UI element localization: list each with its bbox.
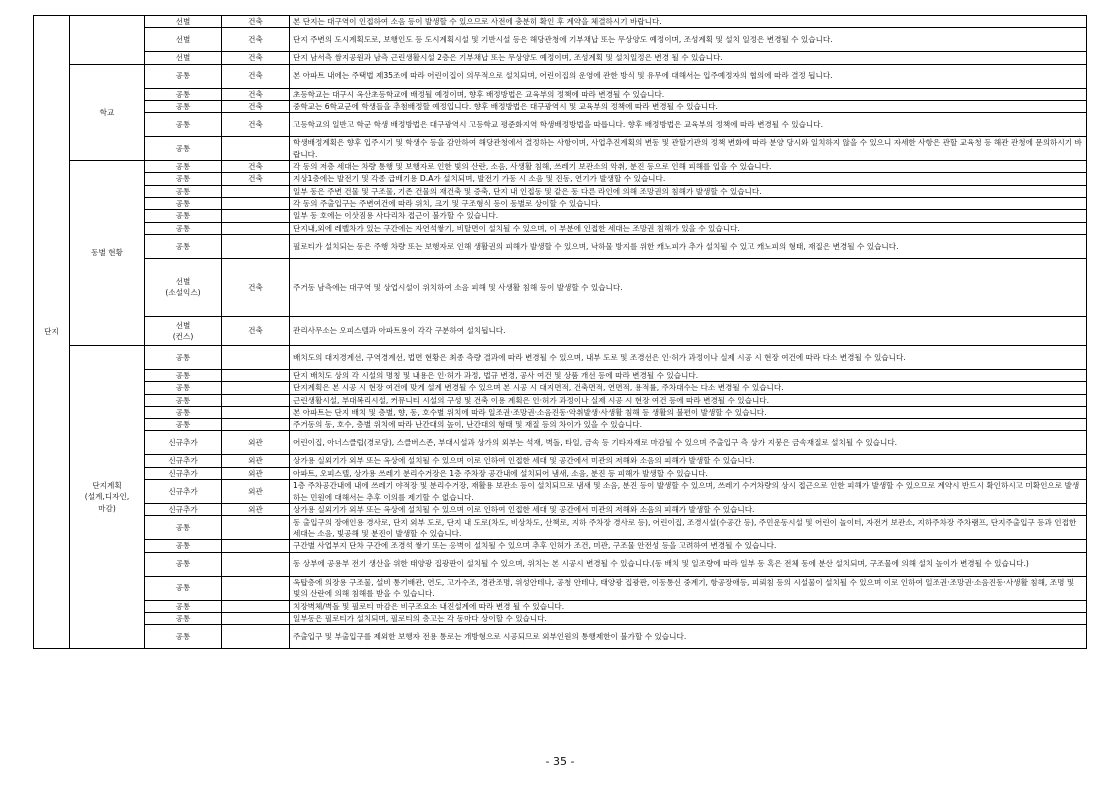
row-text: 단지 배치도 상의 각 시설의 명칭 및 내용은 인·허가 과정, 법규 변경, 공사 여건 및 상품 개선 등에 따라 변경될 수 있습니다. xyxy=(290,369,1087,381)
row-kind: 선별 (컨스) xyxy=(145,316,222,345)
row-part xyxy=(222,185,290,197)
table-row xyxy=(34,210,1087,222)
row-part xyxy=(222,552,290,576)
row-kind: 공통 xyxy=(145,382,222,394)
row-kind: 공통 xyxy=(145,612,222,624)
subgroup-label: 학교 xyxy=(70,64,145,161)
row-kind: 공통 xyxy=(145,234,222,258)
row-text: 필로티가 설치되는 동은 주행 차량 또는 보행자로 인해 생활권의 피해가 발생할 수 있으며, 낙하물 방지를 위한 캐노피가 추가 설치될 수 있고 캐노피의 형태, 재질은 변경될 수 있습니다. xyxy=(290,234,1087,258)
subgroup-label xyxy=(70,16,145,65)
row-kind: 공통 xyxy=(145,625,222,649)
subgroup-label: 단지계획 (설계,디자인, 마감) xyxy=(70,345,145,648)
row-text: 상가용 실외기가 외부 또는 옥상에 설치될 수 있으며 이로 인하여 인접한 세대 및 공간에서 미관의 저해와 소음의 피해가 발생할 수 있습니다. xyxy=(290,504,1087,516)
table-row xyxy=(34,382,1087,394)
row-kind: 신규추가 xyxy=(145,455,222,467)
row-text: 상가용 실외기가 외부 또는 옥상에 설치될 수 있으며 이로 인하여 인접한 세대 및 공간에서 미관의 저해와 소음의 피해가 발생할 수 있습니다. xyxy=(290,455,1087,467)
table-row xyxy=(34,137,1087,161)
row-part xyxy=(222,625,290,649)
row-part xyxy=(222,382,290,394)
row-part xyxy=(222,540,290,552)
row-text: 일부 동은 주변 건물 및 구조물, 기존 건물의 재건축 및 증축, 단지 내 인접동 및 같은 동 다른 라인에 의해 조망권의 침해가 발생할 수 있습니다. xyxy=(290,185,1087,197)
row-part: 외관 xyxy=(222,504,290,516)
row-part xyxy=(222,234,290,258)
row-part xyxy=(222,210,290,222)
row-kind: 선별 xyxy=(145,52,222,64)
row-text: 주출입구 및 부출입구를 제외한 보행자 전용 통로는 개방형으로 시공되므로 외부인원의 통행제한이 불가할 수 있습니다. xyxy=(290,625,1087,649)
row-part xyxy=(222,137,290,161)
row-text: 관리사무소는 오피스텔과 아파트용이 각각 구분하여 설치됩니다. xyxy=(290,316,1087,345)
table-row xyxy=(34,419,1087,431)
row-part xyxy=(222,369,290,381)
row-kind: 공통 xyxy=(145,64,222,88)
row-part xyxy=(222,345,290,369)
row-kind: 공통 xyxy=(145,394,222,406)
row-text: 동 출입구의 장애인용 경사로, 단지 외부 도로, 단지 내 도로(차도, 비상차도, 산책로, 지하 주차장 경사로 등), 어린이집, 조경시설(수공간 등), 주민운동시설 및 어린이 놀이터, 자전거 보관소, 지하주차장 주차램프, 단지주출입구 등과 인접한 세대는 소음, 빛공해 및 분진이 발생할 수 있습니다. xyxy=(290,516,1087,540)
row-kind: 선별 (소설익스) xyxy=(145,258,222,316)
table-row xyxy=(34,480,1087,504)
row-text: 고등학교의 일반고 학군 학생 배정방법은 대구광역시 고등학교 평준화지역 학생배정방법을 따릅니다. 향후 배정방법은 교육부의 정책에 따라 변경될 수 있습니다. xyxy=(290,113,1087,137)
table-row xyxy=(34,625,1087,649)
row-part: 건축 xyxy=(222,258,290,316)
row-part xyxy=(222,576,290,600)
row-part: 건축 xyxy=(222,52,290,64)
row-text: 근린생활시설, 부대복리시설, 커뮤니티 시설의 구성 및 건축 이용 계획은 인·허가 과정이나 실제 시공 시 현장 여건 등에 따라 변경될 수 있습니다. xyxy=(290,394,1087,406)
table-row xyxy=(34,600,1087,612)
row-kind: 공통 xyxy=(145,540,222,552)
row-kind: 공통 xyxy=(145,516,222,540)
subgroup-label: 동별 현황 xyxy=(70,161,145,346)
row-part xyxy=(222,612,290,624)
row-text: 각 동의 주출입구는 주변여건에 따라 위치, 크기 및 구조형식 등이 동별로 상이할 수 있습니다. xyxy=(290,198,1087,210)
row-text: 일부 동 호에는 이삿짐용 사다리차 접근이 불가할 수 있습니다. xyxy=(290,210,1087,222)
table-row xyxy=(34,612,1087,624)
row-text: 지상1층에는 발전기 및 각종 급배기용 D.A가 설치되며, 발전기 가동 시 소음 및 진동, 연기가 발생할 수 있습니다. xyxy=(290,173,1087,185)
table-row xyxy=(34,394,1087,406)
row-kind: 신규추가 xyxy=(145,480,222,504)
row-part xyxy=(222,394,290,406)
row-text: 단지내,외에 레벨차가 있는 구간에는 자연석쌓기, 비탈면이 설치될 수 있으며, 이 부분에 인접한 세대는 조망권 침해가 있을 수 있습니다. xyxy=(290,222,1087,234)
row-text: 각 동의 저층 세대는 차량 통행 및 보행자로 인한 빛의 산란, 소음, 사생활 침해, 쓰레기 보관소의 악취, 분진 등으로 인해 피해를 입을 수 있습니다. xyxy=(290,161,1087,173)
row-part xyxy=(222,406,290,418)
table-row xyxy=(34,552,1087,576)
row-kind: 공통 xyxy=(145,173,222,185)
row-part: 건축 xyxy=(222,316,290,345)
table-row xyxy=(34,369,1087,381)
table-row xyxy=(34,516,1087,540)
row-text: 아파트, 오피스텔, 상가용 쓰레기 분리수거장은 1층 주차장 공간내에 설치되어 냄새, 소음, 분진 등 피해가 발생할 수 있습니다. xyxy=(290,467,1087,479)
row-part: 건축 xyxy=(222,161,290,173)
table-row xyxy=(34,113,1087,137)
row-part: 건축 xyxy=(222,113,290,137)
row-part xyxy=(222,419,290,431)
row-part: 건축 xyxy=(222,88,290,100)
row-text: 주거동 남측에는 대구역 및 상업시설이 위치하여 소음 피해 및 사생활 침해 등이 발생할 수 있습니다. xyxy=(290,258,1087,316)
row-kind: 신규추가 xyxy=(145,504,222,516)
row-kind: 공통 xyxy=(145,419,222,431)
row-part: 외관 xyxy=(222,455,290,467)
row-kind: 공통 xyxy=(145,88,222,100)
row-kind: 공통 xyxy=(145,210,222,222)
row-part: 외관 xyxy=(222,431,290,455)
table-row xyxy=(34,28,1087,52)
row-text: 동 상부에 공용부 전기 생산을 위한 태양광 집광판이 설치될 수 있으며, 위치는 본 시공시 변경될 수 있습니다.(동 배치 및 일조량에 따라 일부 동 혹은 전체 동에 분산 설치되며, 구조물에 의해 설치 높이가 변경될 수 있습니다.) xyxy=(290,552,1087,576)
table-row xyxy=(34,540,1087,552)
row-kind: 공통 xyxy=(145,113,222,137)
table-row xyxy=(34,345,1087,369)
row-text: 본 아파트는 단지 배치 및 층별, 향, 동, 호수별 위치에 따라 일조권·조망권·소음진동·악취발생·사생활 침해 등 생활의 불편이 발생할 수 있습니다. xyxy=(290,406,1087,418)
row-text: 단지 주변의 도시계획도로, 보행인도 등 도시계획시설 및 기반시설 등은 해당관청에 기부채납 또는 무상양도 예정이며, 조성계획 및 설치 일정은 변경될 수 있습니다. xyxy=(290,28,1087,52)
row-kind: 공통 xyxy=(145,137,222,161)
row-part xyxy=(222,198,290,210)
row-part: 외관 xyxy=(222,480,290,504)
notice-table-body xyxy=(34,16,1087,649)
row-text: 치장벽체/벽돌 및 필로티 마감은 비구조요소 내진설계에 따라 변경 될 수 있습니다. xyxy=(290,600,1087,612)
table-row xyxy=(34,234,1087,258)
page-number: - 35 - xyxy=(545,755,575,768)
row-kind: 공통 xyxy=(145,161,222,173)
row-text: 일부동은 필로티가 설치되며, 필로티의 층고는 각 동마다 상이할 수 있습니다. xyxy=(290,612,1087,624)
row-kind: 신규추가 xyxy=(145,467,222,479)
table-row xyxy=(34,467,1087,479)
table-row xyxy=(34,431,1087,455)
row-text: 단지 남서측 쌈지공원과 남측 근린생활시설 2층은 기부채납 또는 무상양도 예정이며, 조성계획 및 설치일정은 변경 될 수 있습니다. xyxy=(290,52,1087,64)
row-kind: 공통 xyxy=(145,406,222,418)
row-part xyxy=(222,516,290,540)
table-row xyxy=(34,576,1087,600)
row-part: 건축 xyxy=(222,100,290,112)
table-row xyxy=(34,88,1087,100)
row-kind: 공통 xyxy=(145,576,222,600)
row-kind: 공통 xyxy=(145,369,222,381)
row-text: 중학교는 6학교군에 학생들을 추첨배정할 예정입니다. 향후 배정방법은 대구광역시 및 교육부의 정책에 따라 변경될 수 있습니다. xyxy=(290,100,1087,112)
table-row xyxy=(34,64,1087,88)
row-kind: 공통 xyxy=(145,222,222,234)
table-row xyxy=(34,100,1087,112)
row-text: 구간별 사업부지 단차 구간에 조경석 쌓기 또는 옹벽이 설치될 수 있으며 추후 인허가 조건, 미관, 구조물 안전성 등을 고려하여 변경될 수 있습니다. xyxy=(290,540,1087,552)
table-row xyxy=(34,222,1087,234)
row-part: 외관 xyxy=(222,467,290,479)
row-text: 단지계획은 본 시공 시 현장 여건에 맞게 설계 변경될 수 있으며 본 시공 시 대지면적, 건축면적, 연면적, 용적률, 주차대수는 다소 변경될 수 있습니다. xyxy=(290,382,1087,394)
table-row xyxy=(34,455,1087,467)
row-part xyxy=(222,600,290,612)
row-kind: 신규추가 xyxy=(145,431,222,455)
table-row xyxy=(34,161,1087,173)
table-row xyxy=(34,258,1087,316)
row-part: 건축 xyxy=(222,28,290,52)
table-row xyxy=(34,406,1087,418)
row-kind: 공통 xyxy=(145,198,222,210)
row-text: 본 아파트 내에는 주택법 제35조에 따라 어린이집이 의무적으로 설치되며, 어린이집의 운영에 관한 방식 및 유무에 대해서는 입주예정자의 협의에 따라 결정 됩니다. xyxy=(290,64,1087,88)
table-row xyxy=(34,16,1087,28)
row-text: 주거동의 동, 호수, 층별 위치에 따라 난간대의 높이, 난간대의 형태 및 재질 등의 차이가 있을 수 있습니다. xyxy=(290,419,1087,431)
row-part: 건축 xyxy=(222,64,290,88)
row-kind: 공통 xyxy=(145,100,222,112)
row-part: 건축 xyxy=(222,16,290,28)
row-kind: 선별 xyxy=(145,28,222,52)
row-part xyxy=(222,222,290,234)
row-text: 1층 주차공간내에 내에 쓰레기 야적장 및 분리수거장, 재활용 보관소 등이 설치되므로 냄새 및 소음, 분진 등이 발생할 수 있으며, 쓰레기 수거차량의 상시 접근으로 인한 피해가 발생할 수 있으므로 계약시 반드시 확인하시고 미확인으로 발생하는 민원에 대해서는 추후 이의를 제기할 수 없습니다. xyxy=(290,480,1087,504)
row-kind: 공통 xyxy=(145,185,222,197)
row-text: 옥탑층에 의장용 구조물, 설비 통기배관, 연도, 고가수조, 경관조명, 위성안테나, 공청 안테나, 태양광 집광판, 이동통신 중계기, 항공장애등, 피뢰침 등의 시설물이 설치될 수 있으며 이로 인하여 일조권·조망권·소음진동·사생활 침해, 조명 및 빛의 산란에 의해 침해를 받을 수 있습니다. xyxy=(290,576,1087,600)
row-kind: 선별 xyxy=(145,16,222,28)
row-text: 배치도의 대지경계선, 구역경계선, 법면 현황은 최종 측량 결과에 따라 변경될 수 있으며, 내부 도로 및 조경선은 인·허가 과정이나 실제 시공 시 현장 여건에 따라 다소 변경될 수 있습니다. xyxy=(290,345,1087,369)
row-kind: 공통 xyxy=(145,600,222,612)
table-row xyxy=(34,52,1087,64)
row-kind: 공통 xyxy=(145,552,222,576)
table-row xyxy=(34,504,1087,516)
notice-table xyxy=(33,15,1087,649)
table-row xyxy=(34,316,1087,345)
row-part: 건축 xyxy=(222,173,290,185)
table-row xyxy=(34,185,1087,197)
row-text: 초등학교는 대구시 옥산초등학교에 배정될 예정이며, 향후 배정방법은 교육부의 정책에 따라 변경될 수 있습니다. xyxy=(290,88,1087,100)
row-text: 본 단지는 대구역이 인접하여 소음 등이 발생할 수 있으므로 사전에 충분히 확인 후 계약을 체결하시기 바랍니다. xyxy=(290,16,1087,28)
group-label: 단지 xyxy=(34,16,70,649)
row-text: 학생배정계획은 향후 입주시기 및 학생수 등을 감안하여 해당관청에서 결정하는 사항이며, 사업추진계획의 변동 및 관할기관의 정책 변화에 따라 분양 당시와 일치하지 않을 수 있으니 자세한 사항은 관할 교육청 등 해관 관청에 문의하시기 바랍니다. xyxy=(290,137,1087,161)
table-row xyxy=(34,198,1087,210)
table-row xyxy=(34,173,1087,185)
row-kind: 공통 xyxy=(145,345,222,369)
row-text: 어린이집, 아너스클럽(경로당), 스클버스존, 부대시설과 상가의 외부는 석재, 벽돌, 타일, 금속 등 기타자재로 마감될 수 있으며 주출입구 측 상가 지붕은 금속재질로 설치될 수 있습니다. xyxy=(290,431,1087,455)
